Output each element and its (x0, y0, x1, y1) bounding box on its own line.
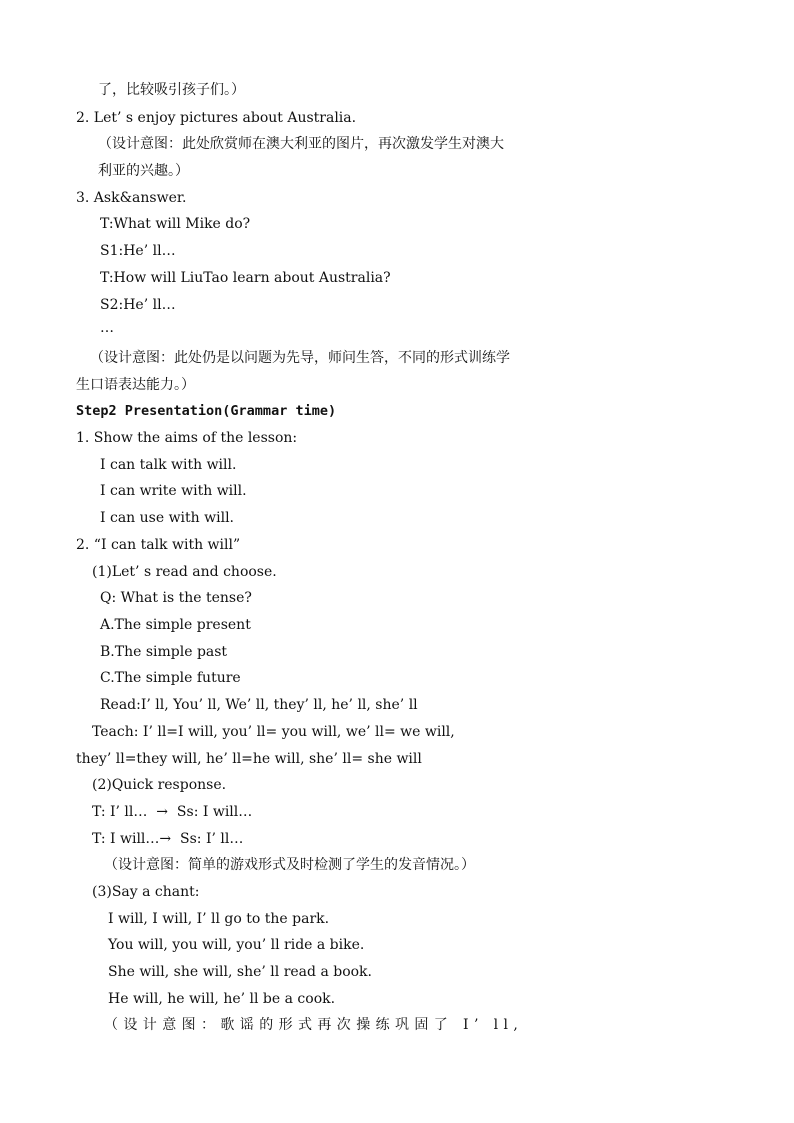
text-line: T: I will…→ Ss: I’ ll… (92, 831, 244, 847)
text-line: I can use with will. (100, 510, 234, 526)
text-line: T:How will LiuTao learn about Australia? (100, 270, 391, 286)
text-line: (2)Quick response. (92, 777, 227, 793)
section-heading: Step2 Presentation(Grammar time) (76, 403, 337, 419)
text-line: I can write with will. (100, 483, 247, 499)
text-line: T: I’ ll… → Ss: I will… (92, 804, 253, 820)
text-line: they’ ll=they will, he’ ll=he will, she’ ll= she will (76, 751, 422, 767)
text-line: 利亚的兴趣。） (98, 163, 189, 179)
text-line: （设计意图：歌谣的形式再次操练巩固了 I’ ll, (104, 1017, 524, 1033)
text-line: He will, he will, he’ ll be a cook. (108, 991, 336, 1007)
text-line: Teach: I’ ll=I will, you’ ll= you will, we’ ll= we will, (92, 724, 455, 740)
text-line: Read:I’ ll, You’ ll, We’ ll, they’ ll, he’ ll, she’ ll (100, 697, 418, 713)
text-line: S2:He’ ll… (100, 297, 176, 313)
text-line: You will, you will, you’ ll ride a bike. (108, 937, 365, 953)
text-line: B.The simple past (100, 644, 228, 660)
text-line: 1. Show the aims of the lesson: (76, 430, 298, 446)
text-line: She will, she will, she’ ll read a book. (108, 964, 372, 980)
text-line: 3. Ask&answer. (76, 190, 187, 206)
text-line: (1)Let’ s read and choose. (92, 564, 277, 580)
text-line: Q: What is the tense? (100, 590, 252, 606)
text-line: （设计意图：此处欣赏师在澳大利亚的图片，再次激发学生对澳大 (98, 136, 504, 152)
text-line: （设计意图：此处仍是以问题为先导，师问生答，不同的形式训练学 (90, 350, 510, 366)
text-line: S1:He’ ll… (100, 243, 176, 259)
text-line: （设计意图：简单的游戏形式及时检测了学生的发音情况。） (104, 857, 475, 873)
text-line: A.The simple present (100, 617, 251, 633)
text-line: T:What will Mike do? (100, 216, 251, 232)
text-line: I can talk with will. (100, 457, 237, 473)
text-line: … (100, 320, 114, 336)
text-line: C.The simple future (100, 670, 241, 686)
text-line: 生口语表达能力。） (76, 377, 195, 393)
text-line: 了，比较吸引孩子们。） (98, 82, 245, 98)
text-line: 2. “I can talk with will” (76, 537, 241, 553)
text-line: I will, I will, I’ ll go to the park. (108, 911, 330, 927)
text-line: 2. Let’ s enjoy pictures about Australia. (76, 110, 357, 126)
text-line: (3)Say a chant: (92, 884, 200, 900)
